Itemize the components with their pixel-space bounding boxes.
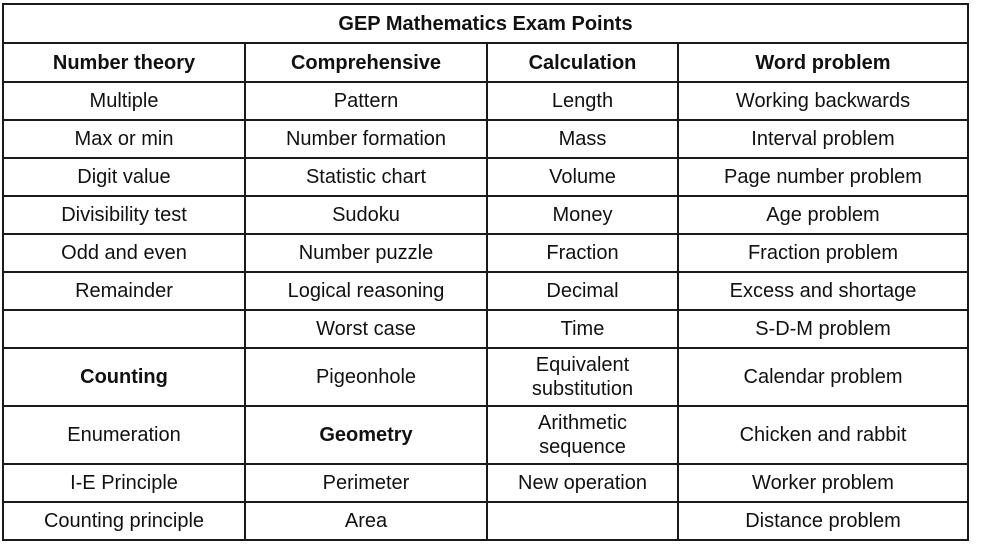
table-cell: Volume xyxy=(487,158,678,196)
table-cell: New operation xyxy=(487,464,678,502)
table-cell: Counting principle xyxy=(3,502,245,540)
table-cell: Excess and shortage xyxy=(678,272,968,310)
table-cell: Multiple xyxy=(3,82,245,120)
table-cell: Chicken and rabbit xyxy=(678,406,968,464)
table-row xyxy=(3,82,968,120)
exam-points-table xyxy=(2,3,969,541)
table-row xyxy=(3,158,968,196)
table-cell: Time xyxy=(487,310,678,348)
table-row xyxy=(3,348,968,406)
table-row xyxy=(3,406,968,464)
table-cell: Logical reasoning xyxy=(245,272,487,310)
table-cell: Page number problem xyxy=(678,158,968,196)
table-cell: Statistic chart xyxy=(245,158,487,196)
table-cell: Max or min xyxy=(3,120,245,158)
table-cell: Interval problem xyxy=(678,120,968,158)
table-cell: Sudoku xyxy=(245,196,487,234)
table-cell: Divisibility test xyxy=(3,196,245,234)
table-cell: Equivalent substitution xyxy=(487,348,678,406)
header-calculation: Calculation xyxy=(487,43,678,82)
table-cell: Digit value xyxy=(3,158,245,196)
table-cell: Arithmetic sequence xyxy=(487,406,678,464)
table-cell: Perimeter xyxy=(245,464,487,502)
table-cell: Calendar problem xyxy=(678,348,968,406)
table-cell: Working backwards xyxy=(678,82,968,120)
table-row xyxy=(3,310,968,348)
table-cell: Decimal xyxy=(487,272,678,310)
table-cell: Mass xyxy=(487,120,678,158)
table-cell: Length xyxy=(487,82,678,120)
table-cell-empty xyxy=(487,502,678,540)
table-cell: Number puzzle xyxy=(245,234,487,272)
table-cell: Remainder xyxy=(3,272,245,310)
table-cell: Money xyxy=(487,196,678,234)
table-cell: Age problem xyxy=(678,196,968,234)
subheader-geometry: Geometry xyxy=(245,406,487,464)
table-cell: Area xyxy=(245,502,487,540)
table-cell: I-E Principle xyxy=(3,464,245,502)
table-cell: Pigeonhole xyxy=(245,348,487,406)
table-row xyxy=(3,464,968,502)
exam-points-table-container xyxy=(2,3,969,541)
table-row xyxy=(3,196,968,234)
table-row xyxy=(3,502,968,540)
table-cell: Worst case xyxy=(245,310,487,348)
table-row xyxy=(3,120,968,158)
table-cell-empty xyxy=(3,310,245,348)
header-comprehensive: Comprehensive xyxy=(245,43,487,82)
table-cell: Distance problem xyxy=(678,502,968,540)
table-cell: S-D-M problem xyxy=(678,310,968,348)
table-cell: Number formation xyxy=(245,120,487,158)
table-title-row xyxy=(3,4,968,43)
table-cell: Enumeration xyxy=(3,406,245,464)
table-cell: Pattern xyxy=(245,82,487,120)
table-cell: Odd and even xyxy=(3,234,245,272)
subheader-counting: Counting xyxy=(3,348,245,406)
table-title: GEP Mathematics Exam Points xyxy=(3,4,968,43)
table-cell: Fraction problem xyxy=(678,234,968,272)
header-number-theory: Number theory xyxy=(3,43,245,82)
table-cell: Fraction xyxy=(487,234,678,272)
header-word-problem: Word problem xyxy=(678,43,968,82)
table-cell: Worker problem xyxy=(678,464,968,502)
table-row xyxy=(3,272,968,310)
table-header-row xyxy=(3,43,968,82)
table-row xyxy=(3,234,968,272)
